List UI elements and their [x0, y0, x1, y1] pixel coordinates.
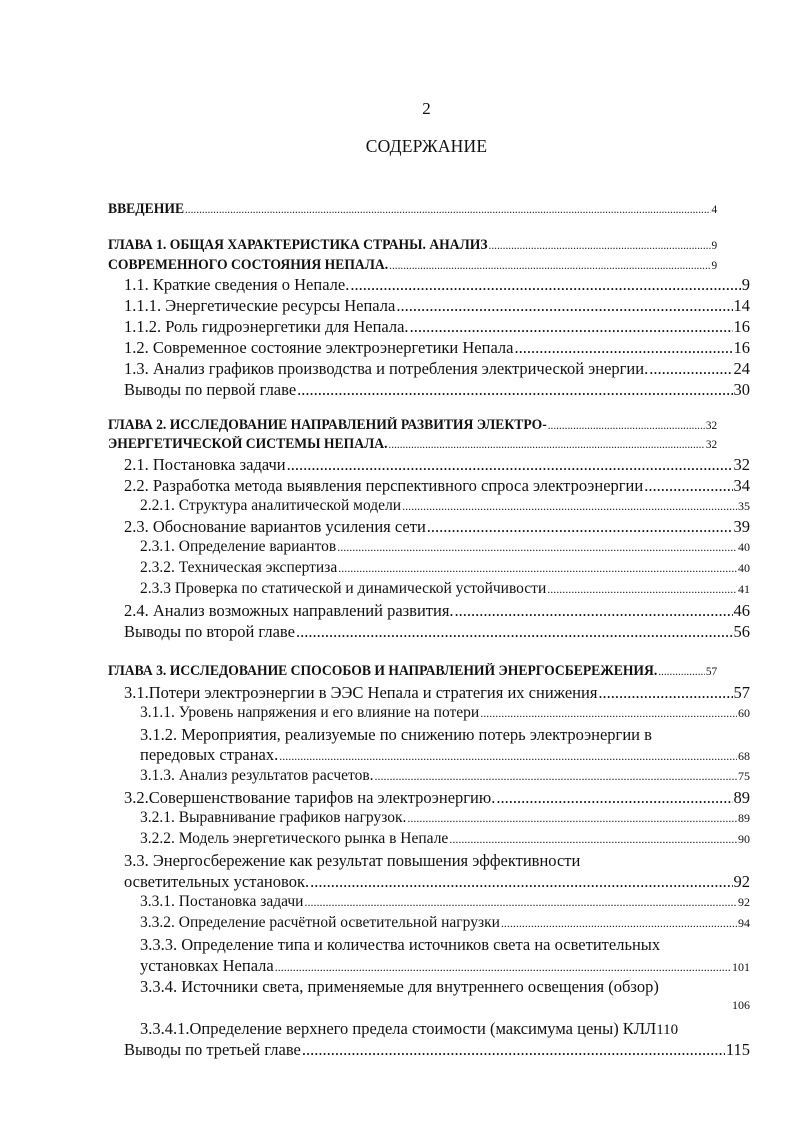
toc-entry[interactable]: 2.4. Анализ возможных направлений развития. ..... 46 — [124, 601, 750, 621]
toc-entry[interactable]: 1.2. Современное состояние электроэнергетики Непала ..... 16 — [124, 338, 750, 358]
toc-entry[interactable]: осветительных установок. ..... 92 — [124, 872, 750, 892]
toc-entry[interactable]: 2.3. Обоснование вариантов усиления сети ..... 39 — [124, 517, 750, 537]
toc-entry[interactable]: 2.3.1. Определение вариантов ..... 40 — [140, 538, 750, 556]
toc-entry[interactable]: 1.1.1. Энергетические ресурсы Непала ..... 14 — [124, 296, 750, 316]
toc-entry[interactable]: 1.3. Анализ графиков производства и потребления электрической энергии. ..... 24 — [124, 359, 750, 379]
toc-entry[interactable]: 3.3.2. Определение расчётной осветительной нагрузки ..... 94 — [140, 914, 750, 932]
toc-entry[interactable]: передовых странах. ..... 68 — [140, 745, 750, 765]
toc-entry[interactable]: Выводы по первой главе ..... 30 — [124, 380, 750, 400]
toc-entry[interactable]: 3.2.Совершенствование тарифов на электроэнергию. ..... 89 — [124, 788, 750, 808]
toc-entry[interactable]: СОВРЕМЕННОГО СОСТОЯНИЯ НЕПАЛА. ..... 9 — [108, 257, 717, 274]
toc-entry[interactable]: 3.3.3. Определение типа и количества источников света на осветительных — [140, 935, 661, 954]
toc-entry[interactable]: 3.1.Потери электроэнергии в ЭЭС Непала и стратегия их снижения ..... 57 — [124, 683, 750, 703]
toc-entry[interactable]: установках Непала ..... 101 — [140, 956, 750, 976]
toc-entry[interactable]: 3.3.4.1.Определение верхнего предела стоимости (максимума цены) КЛЛ 110 — [140, 1019, 679, 1038]
toc-entry[interactable]: 1.1. Краткие сведения о Непале. ..... 9 — [124, 275, 750, 295]
toc-entry[interactable]: ГЛАВА 1. ОБЩАЯ ХАРАКТЕРИСТИКА СТРАНЫ. АНАЛИЗ ..... 9 — [108, 237, 717, 254]
toc-entry[interactable]: ГЛАВА 3. ИССЛЕДОВАНИЕ СПОСОБОВ И НАПРАВЛЕНИЙ ЭНЕРГОСБЕРЕЖЕНИЯ. ..... 57 — [108, 663, 717, 680]
toc-entry[interactable]: 2.2.1. Структура аналитической модели ..... 35 — [140, 497, 750, 515]
toc-entry[interactable]: 3.3.4. Источники света, применяемые для внутреннего освещения (обзор) — [140, 977, 659, 996]
toc-entry[interactable]: 3.2.2. Модель энергетического рынка в Непале ..... 90 — [140, 830, 750, 848]
toc-entry[interactable]: 3.2.1. Выравнивание графиков нагрузок. ..... 89 — [140, 809, 750, 827]
toc-entry[interactable]: ЭНЕРГЕТИЧЕСКОЙ СИСТЕМЫ НЕПАЛА. ..... 32 — [108, 436, 717, 453]
toc-entry[interactable]: 106 — [732, 998, 750, 1012]
toc-entry[interactable]: 2.2. Разработка метода выявления перспективного спроса электроэнергии ..... 34 — [124, 476, 750, 496]
page-number: 2 — [422, 99, 431, 118]
toc-entry[interactable]: ВВЕДЕНИЕ ..... 4 — [108, 201, 717, 218]
toc-entry[interactable]: ГЛАВА 2. ИССЛЕДОВАНИЕ НАПРАВЛЕНИЙ РАЗВИТИЯ ЭЛЕКТРО- ..... 32 — [108, 417, 717, 434]
toc-entry[interactable]: 2.3.2. Техническая экспертиза ..... 40 — [140, 559, 750, 577]
toc-entry[interactable]: 1.1.2. Роль гидроэнергетики для Непала. ..... 16 — [124, 317, 750, 337]
toc-entry[interactable]: 2.1. Постановка задачи ..... 32 — [124, 455, 750, 475]
toc-entry[interactable]: 3.1.3. Анализ результатов расчетов. ..... 75 — [140, 767, 750, 785]
toc-entry[interactable]: Выводы по третьей главе ..... 115 — [124, 1040, 750, 1060]
toc-entry[interactable]: 2.3.3 Проверка по статической и динамической устойчивости ..... 41 — [140, 580, 750, 598]
page-title: СОДЕРЖАНИЕ — [365, 136, 488, 156]
toc-entry[interactable]: 3.3.1. Постановка задачи ..... 92 — [140, 893, 750, 911]
toc-entry[interactable]: 3.1.2. Мероприятия, реализуемые по снижению потерь электроэнергии в — [140, 725, 652, 744]
toc-entry[interactable]: 3.3. Энергосбережение как результат повышения эффективности — [124, 851, 581, 870]
toc-entry[interactable]: Выводы по второй главе ..... 56 — [124, 622, 750, 642]
toc-entry[interactable]: 3.1.1. Уровень напряжения и его влияние на потери ..... 60 — [140, 704, 750, 722]
